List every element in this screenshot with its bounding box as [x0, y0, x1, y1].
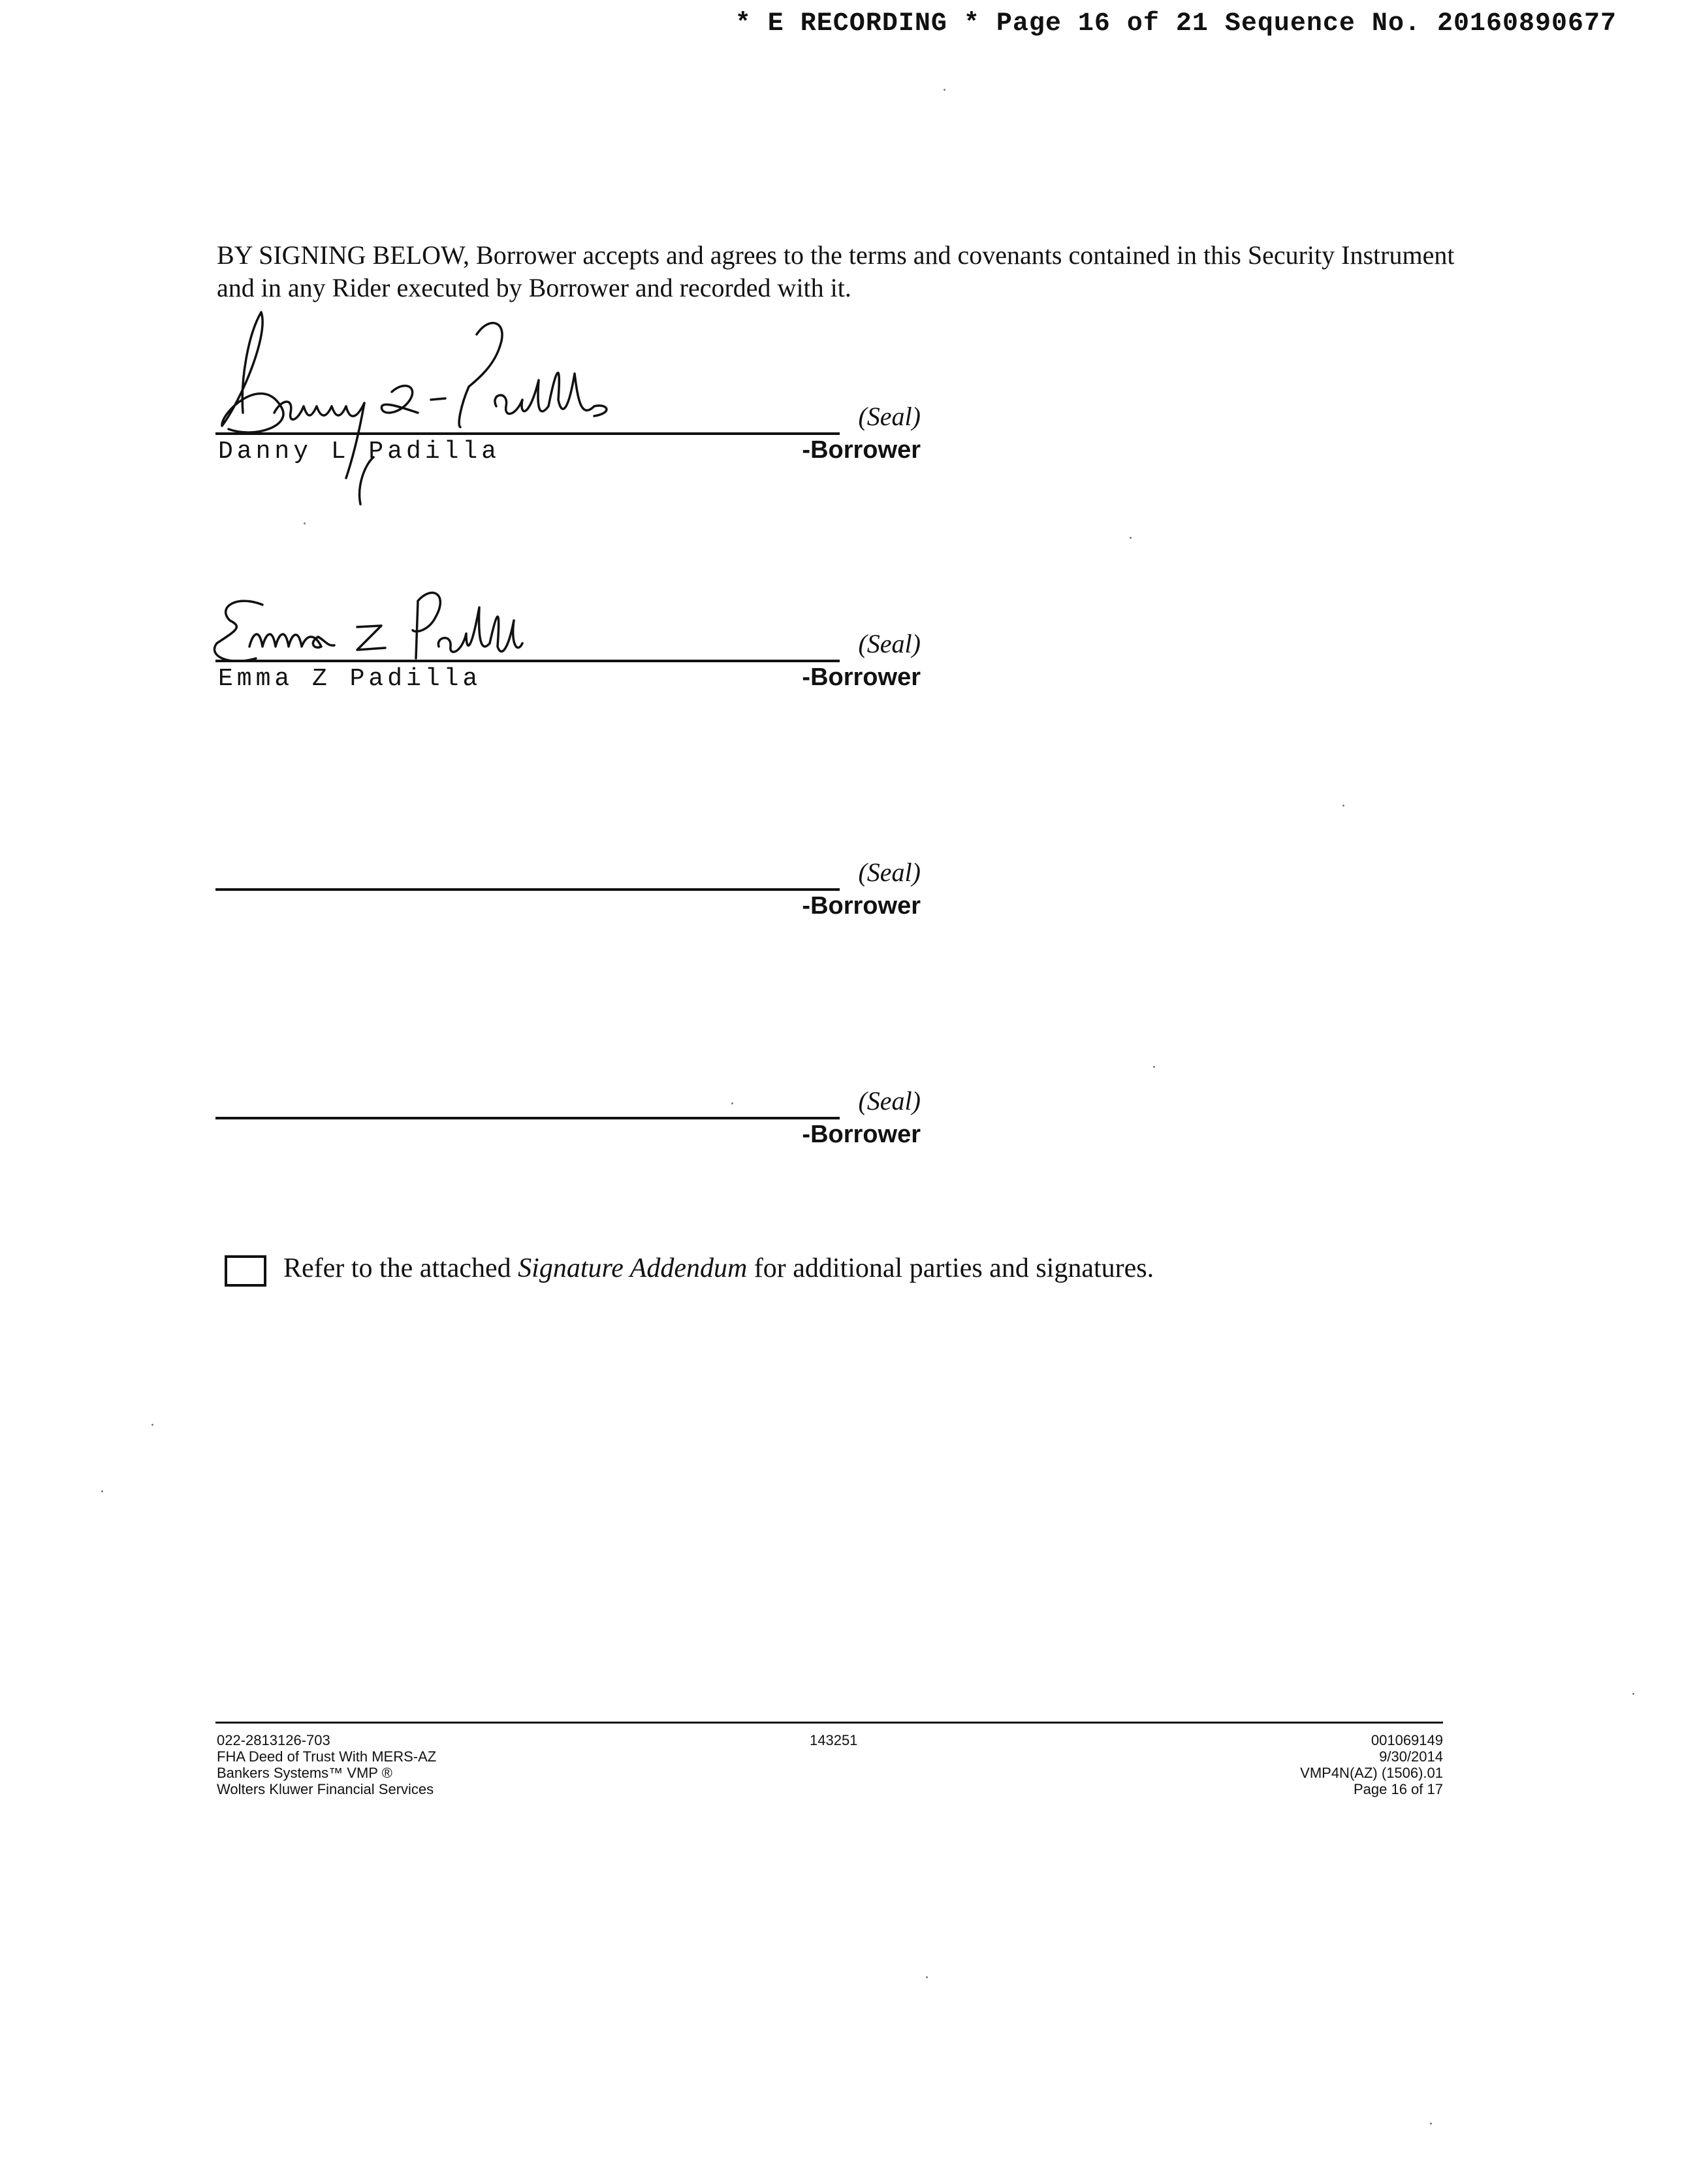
signature-line [215, 888, 840, 891]
scan-speck [1430, 2123, 1432, 2125]
signature-block-3 [215, 858, 921, 980]
scan-speck [926, 1976, 928, 1978]
addendum-title: Signature Addendum [518, 1253, 748, 1283]
footer-doc-info [1300, 1732, 1443, 1797]
signature-line [215, 1117, 840, 1119]
scan-speck [1130, 537, 1132, 539]
borrower-name: Danny L Padilla [218, 438, 501, 466]
signing-statement: BY SIGNING BELOW, Borrower accepts and agrees to the terms and covenants contained in this Security Instrument and in any Rider executed by Borrower and recorded with it. [217, 240, 1455, 302]
loan-number: 022-2813126-703 [217, 1732, 330, 1748]
signature-addendum-checkbox[interactable] [225, 1255, 266, 1287]
seal-label: (Seal) [858, 402, 921, 431]
footer-center-code: 143251 [810, 1732, 858, 1748]
recording-header: * E RECORDING * Page 16 of 21 Sequence No. 20160890677 [735, 9, 1617, 39]
signature-block-2 [215, 629, 921, 751]
signature-addendum-text [283, 1253, 1154, 1284]
scan-speck [101, 1490, 103, 1492]
document-date: 9/30/2014 [1379, 1748, 1443, 1765]
scan-speck [1632, 1693, 1634, 1695]
borrower-label: -Borrower [802, 436, 921, 464]
form-code: VMP4N(AZ) (1506).01 [1300, 1765, 1443, 1781]
signature-block-4 [215, 1086, 921, 1208]
seal-label: (Seal) [858, 858, 921, 887]
page-indicator: Page 16 of 17 [1353, 1781, 1443, 1797]
scan-speck [944, 89, 945, 91]
addendum-suffix: for additional parties and signatures. [747, 1253, 1154, 1283]
handwritten-signature-danny [202, 308, 673, 504]
scan-speck [151, 1424, 153, 1426]
signature-block-1 [215, 402, 921, 524]
seal-label: (Seal) [858, 629, 921, 658]
form-title: FHA Deed of Trust With MERS-AZ [217, 1748, 437, 1765]
borrower-label: -Borrower [802, 1121, 921, 1148]
borrower-label: -Borrower [802, 664, 921, 691]
addendum-prefix: Refer to the attached [283, 1253, 518, 1283]
borrower-label: -Borrower [802, 892, 921, 920]
form-publisher: Wolters Kluwer Financial Services [217, 1781, 434, 1797]
signature-line [215, 432, 840, 435]
document-number: 001069149 [1371, 1732, 1443, 1748]
form-vendor: Bankers Systems™ VMP ® [217, 1765, 392, 1781]
seal-label: (Seal) [858, 1086, 921, 1116]
signature-line [215, 660, 840, 662]
footer-divider [215, 1722, 1443, 1724]
borrower-name: Emma Z Padilla [218, 665, 482, 693]
scan-speck [304, 522, 306, 524]
footer-form-info [217, 1732, 436, 1797]
scan-speck [731, 1102, 733, 1104]
scan-speck [1342, 805, 1344, 807]
scan-speck [1153, 1066, 1155, 1068]
